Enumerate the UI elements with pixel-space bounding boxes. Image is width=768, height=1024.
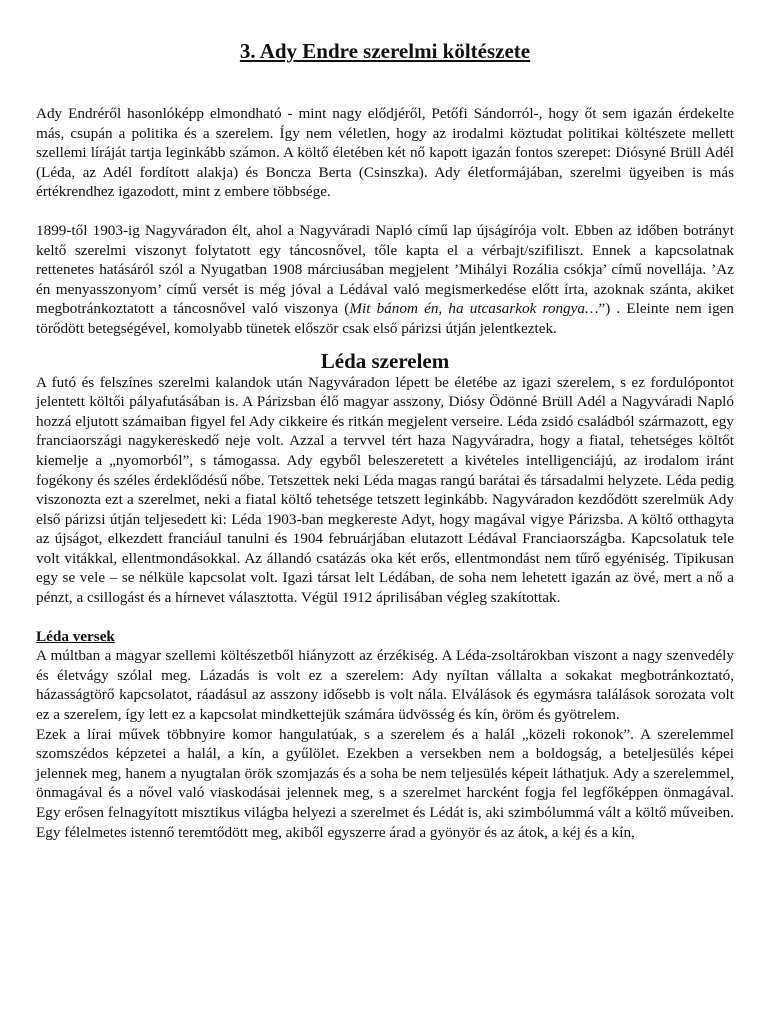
bio-text-before-quote: 1899-től 1903-ig Nagyváradon élt, ahol a Nagyváradi Napló című lap újságírója volt. Ebben az időben botrányt keltő szerelmi viszonyt folytatott egy táncosnővel, tőle kapta el a vérbajt/szifiliszt. Ennek a kapcsolatnak rettenetes hatásáról szól a Nyugatban 1908 márciusában megjelent ’Mihályi Rozália csókja’ című novellája. ’Az én menyasszonyom’ című versét is még jóval a Lédával való megismerkedése előtt írta, azoknak szánta, akiket megbotránkoztatott a táncosnővel való viszonya ( [36, 221, 734, 318]
poems-heading: Léda versek [36, 627, 115, 645]
bio-paragraph [36, 221, 734, 339]
leda-heading: Léda szerelem [320, 348, 450, 373]
poems-paragraph-2: Ezek a lírai művek többnyire komor hangulatúak, s a szerelem és a halál „közeli rokonok”. A szerelemmel szomszédos képzetei a halál, a kín, a gyűlölet. Ezekben a versekben nem a boldogság, a beteljesülés képei jelennek meg, hanem a nyugtalan örök szomjazás és a soha be nem teljesülés képeit láthatjuk. Ady a szerelemmel, önmagával és a nővel való viaskodásai jelennek meg, s a szerelmet harcként fogja fel legfőképpen önmagával. Egy erősen felnagyított misztikus világba helyezi a szerelmet és Lédát is, aki szimbólummá vált a költő műveiben. Egy félelmetes istennő teremtődött meg, akiből egyszerre árad a gyönyör és az átok, a kéj és a kín, [36, 725, 734, 841]
document-page [36, 38, 734, 842]
leda-paragraph: A futó és felszínes szerelmi kalandok után Nagyváradon lépett be életébe az igazi szerelem, s ez fordulópontot jelentett költői pályafutásában is. A Párizsban élő magyar asszony, Diósy Ödönné Brüll Adél a Nagyváradi Napló hozzá eljutott számaiban figyel fel Ady cikkeire és ritkán megjelent verseire. Léda zsidó családból származott, egy franciaországi nagykereskedő neje volt. Azzal a tervvel tért haza Nagyváradra, hogy a fiatal, tehetséges költőt kiemelje a „nyomorból”, s támogassa. Ady egyből beleszeretett a kivételes intelligenciájú, az irodalom iránt fogékony és széles érdeklődésű nőbe. Tetszettek neki Léda magas rangú barátai és társadalmi helyzete. Léda pedig viszonozta ezt a szerelmet, neki a fiatal költő tehetsége tetszett leginkább. Nagyváradon kezdődött szerelmük Ady első párizsi útján teljesedett ki: Léda 1903-ban megkereste Adyt, hogy magával vigye Párizsba. A költő otthagyta az újságot, elkezdett franciául tanulni és 1904 februárjában elutazott Lédával Franciaországba. Kapcsolatuk tele volt vitákkal, ellentmondásokkal. Az állandó csatázás oka két erős, ellentmondást nem tűrő egyéniség. Tipikusan egy se vele – se nélküle kapcsolat volt. Igazi társat lelt Lédában, de soha nem lehetett igazán az övé, mert a nő a pénzt, a csillogást és a hírnevet választotta. Végül 1912 áprilisában végleg szakítottak. [36, 373, 734, 607]
bio-text-after-quote: ”) . Eleinte nem igen törődött betegségével, komolyabb tünetek először csak első párizsi útján jelentkeztek. [36, 300, 735, 337]
poems-paragraph-1: A múltban a magyar szellemi költészetből hiányzott az érzékiség. A Léda-zsoltárokban viszont a nagy szenvedély és életvágy szólal meg. Lázadás is volt ez a szerelem: Ady nyíltan vállalta a sokakat megbotránkoztató, házasságtörő kapcsolatot, ráadásul az asszony idősebb is volt nála. Elválások és egymásra találások sorozata volt ez a szerelem, így lett ez a kapcsolat mindkettejük számára üdvösség és kín, öröm és gyötrelem. [36, 647, 734, 724]
bio-quote: Mit bánom én, ha utcasarkok rongya… [349, 300, 599, 318]
intro-paragraph: Ady Endréről hasonlóképp elmondható - mint nagy elődjéről, Petőfi Sándorról-, hogy őt sem igazán érdekelte más, csupán a politika és a szerelem. Így nem véletlen, hogy az irodalmi köztudat politikai költészete mellett szellemi líráját tartja leginkább számon. A költő életében két nő kapott igazán fontos szerepet: Diósyné Brüll Adél (Léda, az Adél fordított alakja) és Boncza Berta (Csinszka). Ady életformájában, szerelmi ügyeiben is más értékrendhez igazodott, mint z embere többsége. [36, 105, 734, 201]
page-title: 3. Ady Endre szerelmi költészete [239, 39, 531, 63]
paragraph-gap [36, 608, 734, 627]
paragraph-gap [36, 202, 734, 221]
